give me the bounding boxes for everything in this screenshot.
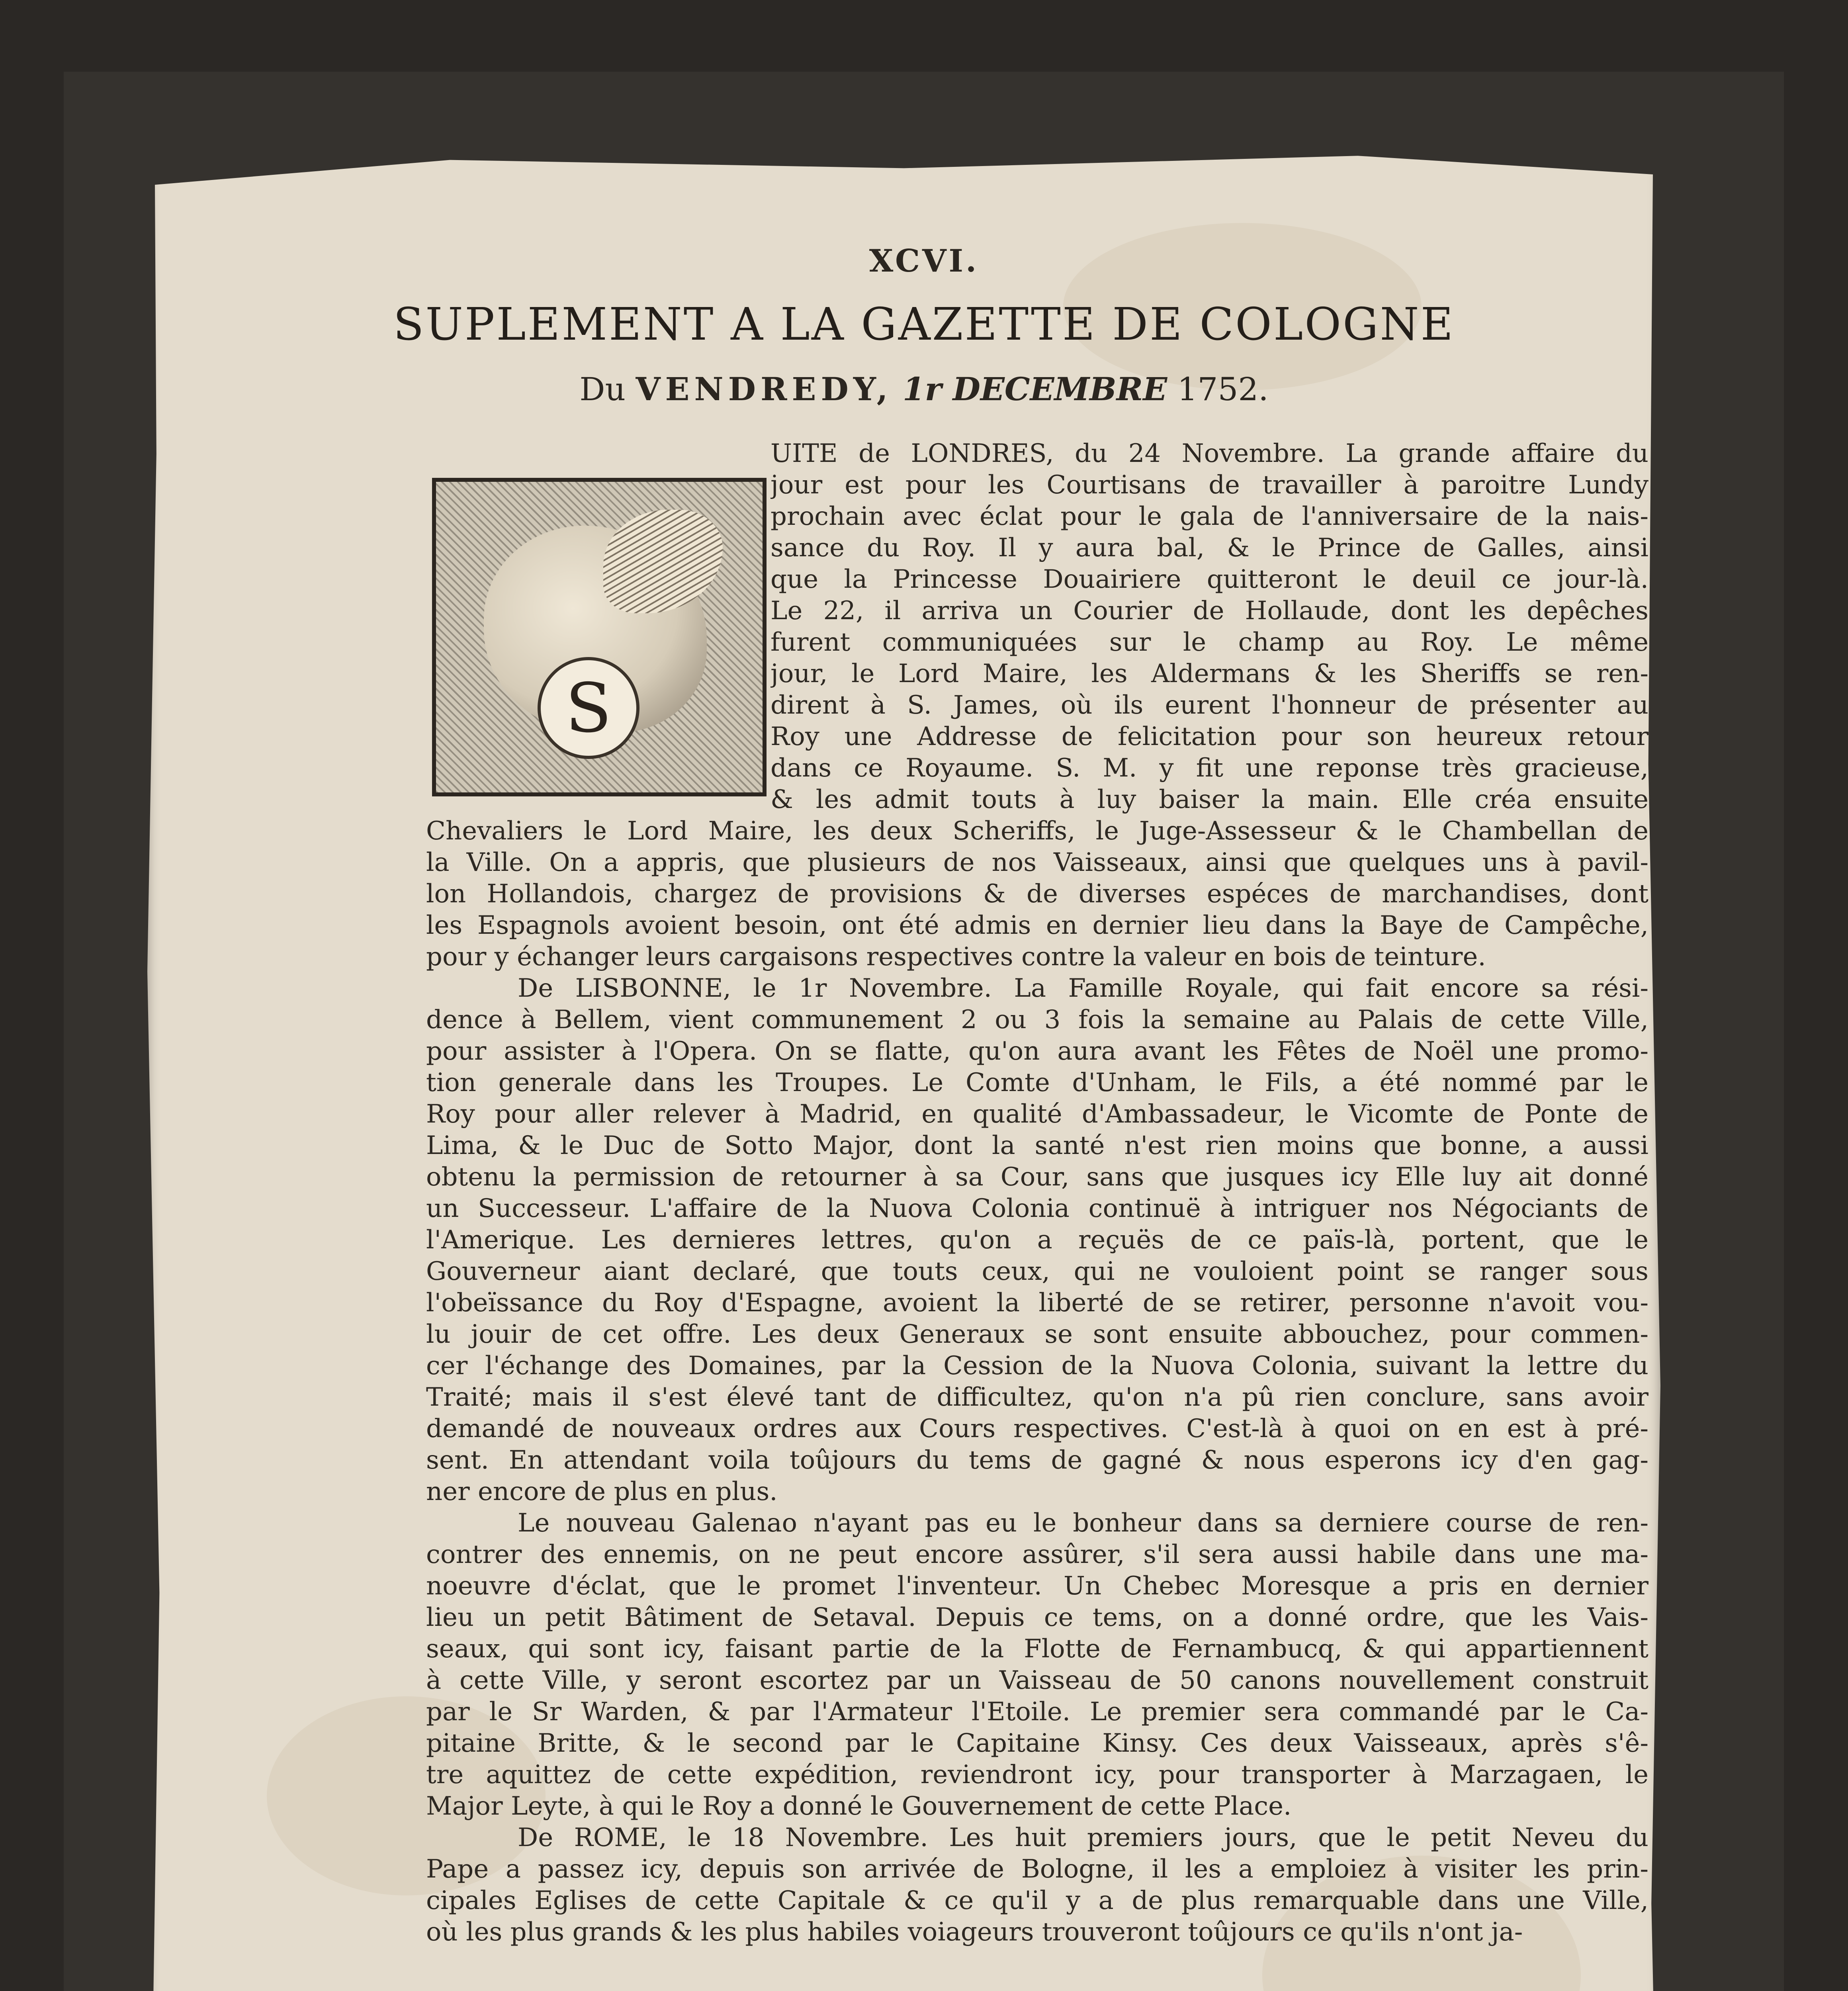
text-line: Roy pour aller relever à Madrid, en qualité d'Ambassadeur, le Vicomte de Ponte de	[426, 1099, 1649, 1129]
text-line: pitaine Britte, & le second par le Capitaine Kinsy. Ces deux Vaisseaux, après s'ê-	[426, 1729, 1649, 1758]
text-line: dence à Bellem, vient communement 2 ou 3 fois la semaine au Palais de cette Ville,	[426, 1005, 1649, 1035]
masthead-title: SUPLEMENT A LA GAZETTE DE COLOGNE	[393, 299, 1455, 350]
text-line: les Espagnols avoient besoin, ont été admis en dernier lieu dans la Baye de Campêche,	[426, 911, 1649, 940]
dateline-date: 1r DECEMBRE	[902, 370, 1167, 408]
text-line: sance du Roy. Il y aura bal, & le Prince de Galles, ainsi	[770, 533, 1649, 563]
dateline-year: 1752.	[1177, 371, 1269, 408]
text-line: Le 22, il arriva un Courier de Hollaude, dont les depêches	[770, 596, 1649, 626]
text-line: la Ville. On a appris, que plusieurs de nos Vaisseaux, ainsi que quelques uns à pavil-	[426, 848, 1649, 877]
text-line: lieu un petit Bâtiment de Setaval. Depuis ce tems, on a donné ordre, que les Vais-	[426, 1603, 1649, 1632]
text-line: jour, le Lord Maire, les Aldermans & les Sheriffs se ren-	[770, 659, 1649, 688]
text-line: furent communiquées sur le champ au Roy. Le même	[770, 628, 1649, 657]
dateline-prefix: Du	[579, 371, 626, 408]
text-line: cipales Eglises de cette Capitale & ce qu'il y a de plus remarquable dans une Ville,	[426, 1886, 1649, 1915]
text-line: Chevaliers le Lord Maire, les deux Scheriffs, le Juge-Assesseur & le Chambellan de	[426, 816, 1649, 846]
text-line: Major Leyte, à qui le Roy a donné le Gouvernement de cette Place.	[426, 1792, 1292, 1821]
text-line: où les plus grands & les plus habiles voiageurs trouveront toûjours ce qu'ils n'ont ja-	[426, 1917, 1523, 1947]
text-line: pour assister à l'Opera. On se flatte, qu'on aura avant les Fêtes de Noël une promo-	[426, 1037, 1649, 1066]
text-line: De LISBONNE, le 1r Novembre. La Famille Royale, qui fait encore sa rési-	[518, 974, 1649, 1003]
text-line: tion generale dans les Troupes. Le Comte d'Unham, le Fils, a été nommé par le	[426, 1068, 1649, 1097]
text-line: par le Sr Warden, & par l'Armateur l'Etoile. Le premier sera commandé par le Ca-	[426, 1697, 1649, 1727]
text-line: Le nouveau Galenao n'ayant pas eu le bonheur dans sa derniere course de ren-	[518, 1508, 1649, 1538]
text-line: noeuvre d'éclat, que le promet l'inventeur. Un Chebec Moresque a pris en dernier	[426, 1571, 1649, 1601]
article-body	[426, 438, 1649, 1948]
text-line: à cette Ville, y seront escortez par un Vaisseau de 50 canons nouvellement construit	[426, 1666, 1649, 1695]
text-line: que la Princesse Douairiere quitteront le deuil ce jour-là.	[770, 565, 1649, 594]
text-line: pour y échanger leurs cargaisons respectives contre la valeur en bois de teinture.	[426, 942, 1486, 972]
dateline	[0, 370, 1848, 408]
text-line: Traité; mais il s'est élevé tant de difficultez, qu'on n'a pû rien conclure, sans avoir	[426, 1383, 1649, 1412]
text-line: Lima, & le Duc de Sotto Major, dont la santé n'est rien moins que bonne, a aussi	[426, 1131, 1649, 1160]
initial-letter: S	[565, 669, 612, 748]
text-line: tre aquittez de cette expédition, reviendront icy, pour transporter à Marzagaen, le	[426, 1760, 1649, 1790]
text-line: l'obeïssance du Roy d'Espagne, avoient la liberté de se retirer, personne n'avoit vou-	[426, 1288, 1649, 1318]
text-line: prochain avec éclat pour le gala de l'anniversaire de la nais-	[770, 502, 1649, 531]
text-line: contrer des ennemis, on ne peut encore assûrer, s'il sera aussi habile dans une ma-	[426, 1540, 1649, 1569]
text-line: sent. En attendant voila toûjours du tems de gagné & nous esperons icy d'en gag-	[426, 1445, 1649, 1475]
text-line: l'Amerique. Les dernieres lettres, qu'on a reçuës de ce païs-là, portent, que le	[426, 1225, 1649, 1255]
text-line: Pape a passez icy, depuis son arrivée de Bologne, il les a emploiez à visiter les prin-	[426, 1854, 1649, 1884]
text-line: demandé de nouveaux ordres aux Cours respectives. C'est-là à quoi on en est à pré-	[426, 1414, 1649, 1443]
text-line: lu jouir de cet offre. Les deux Generaux se sont ensuite abbouchez, pour commen-	[426, 1320, 1649, 1349]
dateline-day: VENDREDY,	[636, 370, 893, 408]
text-line: ner encore de plus en plus.	[426, 1477, 778, 1506]
text-line: jour est pour les Courtisans de travailler à paroitre Lundy	[770, 470, 1649, 500]
text-line: dirent à S. James, où ils eurent l'honneur de présenter au	[770, 690, 1649, 720]
text-line: De ROME, le 18 Novembre. Les huit premiers jours, que le petit Neveu du	[518, 1823, 1649, 1852]
text-line: dans ce Royaume. S. M. y fit une reponse très gracieuse,	[770, 753, 1649, 783]
text-line: lon Hollandois, chargez de provisions & de diverses espéces de marchandises, dont	[426, 879, 1649, 909]
text-line: Roy une Addresse de felicitation pour son heureux retour	[770, 722, 1649, 751]
page-number: XCVI.	[869, 243, 979, 279]
text-line: Gouverneur aiant declaré, que touts ceux, qui ne vouloient point se ranger sous	[426, 1257, 1649, 1286]
text-line: UITE de LONDRES, du 24 Novembre. La grande affaire du	[770, 439, 1649, 468]
text-line: un Successeur. L'affaire de la Nuova Colonia continuë à intriguer nos Négociants de	[426, 1194, 1649, 1223]
text-line: & les admit touts à luy baiser la main. Elle créa ensuite	[770, 785, 1649, 814]
text-line: seaux, qui sont icy, faisant partie de la Flotte de Fernambucq, & qui appartiennent	[426, 1634, 1649, 1664]
text-line: cer l'échange des Domaines, par la Cession de la Nuova Colonia, suivant la lettre du	[426, 1351, 1649, 1381]
text-line: obtenu la permission de retourner à sa Cour, sans que jusques icy Elle luy ait donné	[426, 1162, 1649, 1192]
